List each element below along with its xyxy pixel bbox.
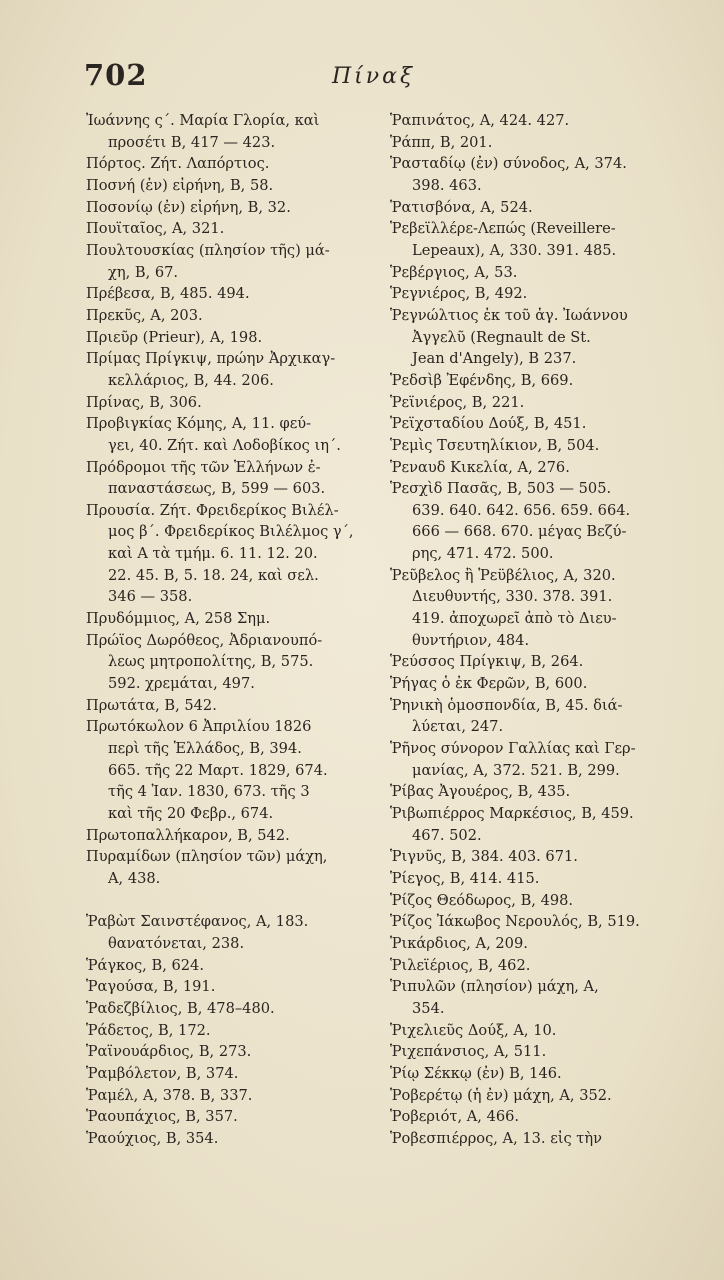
index-entry <box>390 392 696 414</box>
index-entry <box>86 955 386 977</box>
index-entry-line: Πόρτος. Ζήτ. Λαπόρτιος. <box>86 155 270 173</box>
index-entry-line: Ῥαούχιος, Β, 354. <box>86 1129 219 1147</box>
index-entry-line: Ῥασταδίῳ (ἐν) σύνοδος, Α, 374. <box>390 155 627 173</box>
index-entry-line: καὶ Α τὰ τμήμ. 6. 11. 12. 20. <box>108 545 318 563</box>
index-entry <box>390 1020 696 1042</box>
index-entry-line: Ῥεναυδ Κικελία, Α, 276. <box>390 458 570 476</box>
index-entry-line: Πρόδρομοι τῆς τῶν Ἑλλήνων ἐ- <box>86 458 321 476</box>
index-entry <box>86 327 386 349</box>
index-entry-line: χη, Β, 67. <box>108 263 179 281</box>
index-entry-line: Ῥάππ, Β, 201. <box>390 133 493 151</box>
index-entry-line: Ῥίῳ Σέκκῳ (ἐν) Β, 146. <box>390 1064 562 1082</box>
index-entry-line: Ποσονίῳ (ἐν) εἰρήνη, Β, 32. <box>86 198 291 216</box>
index-entry-line: Πρίνας, Β, 306. <box>86 393 202 411</box>
index-entry-line: Ῥαϊνουάρδιος, Β, 273. <box>86 1043 252 1061</box>
index-entry <box>390 370 696 392</box>
index-entry-line: Ῥικάρδιος, Α, 209. <box>390 934 528 952</box>
index-entry <box>390 738 696 781</box>
index-entry-line: 592. χρεμάται, 497. <box>108 675 255 693</box>
index-entry-line: Ῥεδσὶβ Ἐφένδης, Β, 669. <box>390 371 574 389</box>
index-entry-line: Ἀγγελῦ (Regnault de St. <box>412 328 591 346</box>
index-entry-line: Ῥεῦβελος ἢ Ῥεϋβέλιος, Α, 320. <box>390 566 616 584</box>
index-entry-line: Ῥαουπάχιος, Β, 357. <box>86 1108 238 1126</box>
index-entry-line: Ῥάδετος, Β, 172. <box>86 1021 211 1039</box>
index-entry <box>86 110 386 153</box>
section-gap <box>86 890 386 912</box>
index-entry <box>86 1128 386 1150</box>
index-entry-line: Πρεκῦς, Α, 203. <box>86 306 203 324</box>
index-entry <box>86 630 386 695</box>
index-entry <box>390 110 696 132</box>
index-entry-line: γει, 40. Ζήτ. καὶ Λοδοβίκος ιη΄. <box>108 436 341 454</box>
index-entry-line: 666 — 668. 670. μέγας Βεζύ- <box>412 523 627 541</box>
index-entry <box>390 132 696 154</box>
index-entry-line: Πρυδόμμιος, Α, 258 Σημ. <box>86 610 271 628</box>
index-entry <box>86 283 386 305</box>
index-entry-line: Ῥιχελιεῦς Δούξ, Α, 10. <box>390 1021 557 1039</box>
index-entry-line: Ῥηνικὴ ὁμοσπονδία, Β, 45. διά- <box>390 696 623 714</box>
index-entry <box>86 1041 386 1063</box>
index-entry-line: Ῥοβεριότ, Α, 466. <box>390 1108 520 1126</box>
index-entry-line: καὶ τῆς 20 Φεβρ., 674. <box>108 805 274 822</box>
index-entry <box>390 1041 696 1063</box>
index-entry-line: Ῥαδεζβίλιος, Β, 478–480. <box>86 999 275 1017</box>
index-entry-line: Ῥιχεπάνσιος, Α, 511. <box>390 1043 547 1061</box>
index-entry <box>86 197 386 219</box>
index-entry <box>390 781 696 803</box>
index-entry <box>86 911 386 954</box>
index-entry-line: Ῥεμὶς Τσευτηλίκιον, Β, 504. <box>390 436 600 454</box>
index-entry-line: Lepeaux), Α, 330. 391. 485. <box>412 241 617 259</box>
page-header <box>84 58 684 108</box>
index-entry-line: Ῥοβεσπιέρρος, Α, 13. εἰς τὴν <box>390 1129 602 1147</box>
index-entry-line: προσέτι Β, 417 — 423. <box>108 133 276 151</box>
index-entry <box>86 1063 386 1085</box>
index-entry-line: Ῥίζος Θεόδωρος, Β, 498. <box>390 891 574 909</box>
index-entry <box>86 240 386 283</box>
index-entry-line: περὶ τῆς Ἑλλάδος, Β, 394. <box>108 740 302 758</box>
index-column-right <box>390 110 696 1150</box>
index-entry-line: Ῥεσχὶδ Πασᾶς, Β, 503 — 505. <box>390 480 612 498</box>
index-entry-line: λύεται, 247. <box>412 718 504 736</box>
index-entry-line: Ἰωάννης ς΄. Μαρία Γλορία, καὶ <box>86 112 320 129</box>
index-entry <box>86 846 386 889</box>
index-entry <box>390 976 696 1019</box>
index-entry <box>390 695 696 738</box>
index-entry <box>390 673 696 695</box>
index-entry <box>86 153 386 175</box>
index-entry-line: 467. 502. <box>412 826 482 844</box>
index-entry <box>390 478 696 565</box>
index-entry <box>86 716 386 824</box>
index-entry <box>390 413 696 435</box>
index-entry-line: Ῥιβωπιέρρος Μαρκέσιος, Β, 459. <box>390 805 634 822</box>
index-entry-line: Ῥεϊνιέρος, Β, 221. <box>390 393 525 411</box>
index-entry-line: 22. 45. Β, 5. 18. 24, καὶ σελ. <box>108 566 319 584</box>
index-entry <box>86 500 386 608</box>
index-entry-line: Προυσία. Ζήτ. Φρειδερίκος Βιλέλ- <box>86 501 339 519</box>
index-entry <box>390 955 696 977</box>
index-entry-line: Ῥάγκος, Β, 624. <box>86 956 204 974</box>
index-entry-line: 398. 463. <box>412 176 482 194</box>
index-entry <box>86 1085 386 1107</box>
index-entry-line: Ῥεβέργιος, Α, 53. <box>390 263 518 281</box>
index-entry <box>390 283 696 305</box>
index-entry <box>86 608 386 630</box>
index-entry-line: Προβιγκίας Κόμης, Α, 11. φεύ- <box>86 415 312 433</box>
index-entry-line: Jean d'Angely), Β 237. <box>412 350 577 368</box>
index-entry-line: Πουλτουσκίας (πλησίον τῆς) μά- <box>86 241 330 259</box>
index-entry-line: Ῥῆνος σύνορον Γαλλίας καὶ Γερ- <box>390 740 636 758</box>
index-entry-line: 346 — 358. <box>108 588 193 606</box>
index-entry-line: Πυραμίδων (πλησίον τῶν) μάχη, <box>86 848 328 866</box>
index-entry <box>390 933 696 955</box>
index-entry <box>86 175 386 197</box>
index-entry <box>390 218 696 261</box>
index-entry <box>390 651 696 673</box>
index-entry <box>390 868 696 890</box>
index-entry <box>86 1106 386 1128</box>
index-entry-line: Ῥεϊχσταδίου Δούξ, Β, 451. <box>390 415 587 433</box>
index-entry-line: Ῥαβὼτ Σαινστέφανος, Α, 183. <box>86 913 309 931</box>
index-entry <box>390 305 696 370</box>
index-entry <box>86 348 386 391</box>
index-entry-line: Ῥίζος Ἰάκωβος Νερουλός, Β, 519. <box>390 913 640 931</box>
index-entry <box>390 803 696 846</box>
index-entry <box>390 890 696 912</box>
index-entry-line: Ῥεγνιέρος, Β, 492. <box>390 285 528 303</box>
index-entry-line: Ῥήγας ὁ ἐκ Φερῶν, Β, 600. <box>390 675 588 693</box>
index-entry-line: Πρωτόκωλον 6 Ἀπριλίου 1826 <box>86 718 312 736</box>
index-entry <box>86 976 386 998</box>
index-column-left <box>86 110 386 1149</box>
index-entry-line: Πρωτοπαλλήκαρον, Β, 542. <box>86 826 290 844</box>
index-entry-line: Ῥιγνῦς, Β, 384. 403. 671. <box>390 848 578 866</box>
index-entry-line: κελλάριος, Β, 44. 206. <box>108 371 274 389</box>
index-entry <box>390 1063 696 1085</box>
index-entry-line: Ῥιπυλῶν (πλησίον) μάχη, Α, <box>390 978 599 996</box>
index-entry-line: Πριεῦρ (Prieur), Α, 198. <box>86 328 263 346</box>
index-entry <box>86 457 386 500</box>
index-entry <box>86 825 386 847</box>
index-entry <box>86 413 386 456</box>
index-entry-line: Ῥιλεϊέριος, Β, 462. <box>390 956 531 974</box>
index-entry <box>86 1020 386 1042</box>
index-entry-line: Ῥαγούσα, Β, 191. <box>86 978 216 996</box>
index-entry <box>86 392 386 414</box>
index-entry-line: Ῥαμέλ, Α, 378. Β, 337. <box>86 1086 253 1104</box>
index-entry-line: θανατόνεται, 238. <box>108 934 245 952</box>
index-entry-line: θυντήριον, 484. <box>412 631 530 649</box>
index-entry <box>86 218 386 240</box>
running-head: Πίναξ <box>332 64 416 89</box>
index-entry <box>390 457 696 479</box>
index-entry-line: Ῥίεγος, Β, 414. 415. <box>390 869 540 887</box>
index-entry <box>86 998 386 1020</box>
index-entry-line: Ῥίβας Ἀγουέρος, Β, 435. <box>390 783 571 801</box>
index-entry <box>390 565 696 652</box>
index-entry-line: Ποσνή (ἐν) εἰρήνη, Β, 58. <box>86 176 274 194</box>
index-entry <box>390 846 696 868</box>
index-entry-line: 354. <box>412 999 445 1017</box>
index-entry-line: Πρωτάτα, Β, 542. <box>86 696 217 714</box>
index-entry-line: 665. τῆς 22 Μαρτ. 1829, 674. <box>108 761 328 779</box>
index-entry <box>86 305 386 327</box>
index-entry <box>390 153 696 196</box>
index-entry-line: τῆς 4 Ἰαν. 1830, 673. τῆς 3 <box>108 783 310 801</box>
index-entry-line: Πρίμας Πρίγκιψ, πρώην Ἀρχικαγ- <box>86 350 336 368</box>
index-entry-line: Πρέβεσα, Β, 485. 494. <box>86 285 250 303</box>
index-entry <box>390 1128 696 1150</box>
index-entry-line: Ῥατισβόνα, Α, 524. <box>390 198 533 216</box>
index-entry-line: μανίας, Α, 372. 521. Β, 299. <box>412 761 620 779</box>
index-entry-line: Ῥαπινάτος, Α, 424. 427. <box>390 112 570 129</box>
index-entry <box>390 262 696 284</box>
index-entry-line: λεως μητροπολίτης, Β, 575. <box>108 653 314 671</box>
index-entry-line: Πρώϊος Δωρόθεος, Ἀδριανουπό- <box>86 631 323 649</box>
index-entry-line: Ῥεβεϊλλέρε-Λεπώς (Reveillere- <box>390 220 616 238</box>
index-entry-line: Πουϊταῖος, Α, 321. <box>86 220 225 238</box>
index-entry-line: Ῥοβερέτῳ (ἡ ἐν) μάχη, Α, 352. <box>390 1086 612 1104</box>
index-entry <box>86 695 386 717</box>
index-entry-line: Ῥαμβόλετον, Β, 374. <box>86 1064 239 1082</box>
index-entry <box>390 1085 696 1107</box>
index-entry-line: 419. ἀποχωρεῖ ἀπὸ τὸ Διευ- <box>412 610 617 628</box>
index-entry-line: Ῥεγνώλτιος ἐκ τοῦ ἁγ. Ἰωάννου <box>390 306 628 324</box>
index-entry-line: Ῥεύσσος Πρίγκιψ, Β, 264. <box>390 653 584 671</box>
index-entry-line: παναστάσεως, Β, 599 — 603. <box>108 480 326 498</box>
index-entry-line: Α, 438. <box>108 869 161 887</box>
index-entry-line: 639. 640. 642. 656. 659. 664. <box>412 501 631 519</box>
page-number: 702 <box>84 58 148 92</box>
index-entry-line: ρης, 471. 472. 500. <box>412 545 554 563</box>
index-entry <box>390 197 696 219</box>
index-entry-line: μος β΄. Φρειδερίκος Βιλέλμος γ΄, <box>108 523 354 541</box>
index-entry <box>390 911 696 933</box>
index-entry <box>390 435 696 457</box>
index-entry-line: Διευθυντής, 330. 378. 391. <box>412 588 613 606</box>
index-entry <box>390 1106 696 1128</box>
